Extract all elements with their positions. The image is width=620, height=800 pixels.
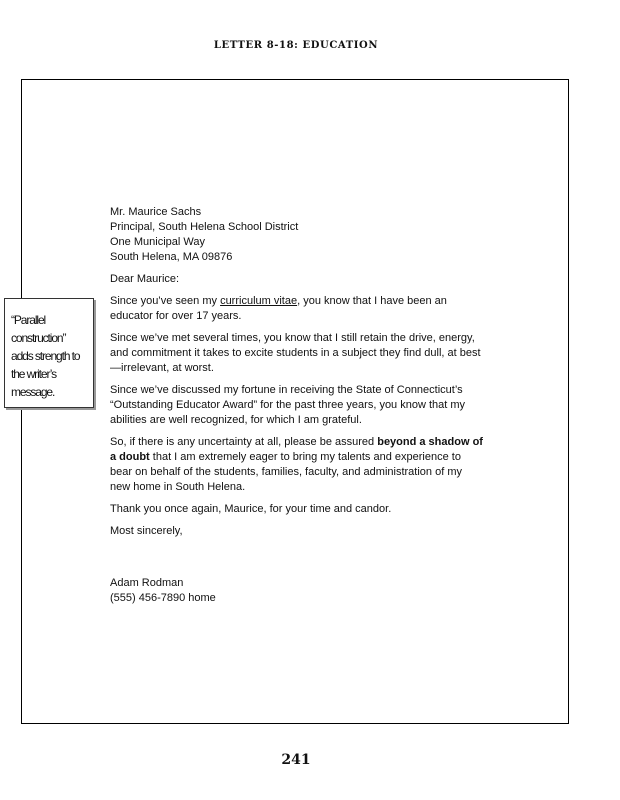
paragraph-1 [110, 294, 485, 324]
paragraph-2: Since we’ve met several times, you know that I still retain the drive, energy, and commitment it takes to excite students in a subject they find dull, at best—irrelevant, at worst. [110, 332, 481, 374]
page-header-title: LETTER 8-18: EDUCATION [213, 40, 379, 51]
paragraph-4-end: that I am extremely eager to bring my talents and experience to bear on behalf of the students, families, faculty, and administration of my new home in South Helena. [110, 451, 462, 493]
signature-block [110, 576, 485, 606]
recipient-city: South Helena, MA 09876 [110, 251, 233, 263]
letter-body [110, 205, 485, 613]
recipient-title: Principal, South Helena School District [110, 221, 299, 233]
paragraph-4-emphasis: beyond a shadow of a doubt [110, 436, 483, 463]
sidenote-callout [4, 298, 94, 408]
curriculum-vitae-underlined: curriculum vitae [220, 295, 298, 307]
recipient-name: Mr. Maurice Sachs [110, 206, 202, 218]
paragraph-4 [110, 435, 485, 495]
signature-space [110, 546, 485, 576]
recipient-street: One Municipal Way [110, 236, 205, 248]
paragraph-3: Since we’ve discussed my fortune in receiving the State of Connecticut’s “Outstanding Educator Award” for the past three years, you know that my abilities are well recognized, for which I am grateful. [110, 384, 466, 426]
paragraph-5: Thank you once again, Maurice, for your time and candor. [110, 503, 392, 515]
paragraph-1-start: Since you’ve seen my [110, 295, 221, 307]
paragraph-4-start: So, if there is any uncertainty at all, please be assured [110, 436, 378, 448]
signature-name: Adam Rodman [110, 577, 184, 589]
recipient-address [110, 205, 485, 265]
salutation: Dear Maurice: [110, 273, 180, 285]
sidenote-text: “Parallel construction” adds strength to the writer’s message. [11, 313, 80, 399]
signature-phone: (555) 456-7890 home [110, 592, 216, 604]
page-number: 241 [281, 752, 311, 768]
paragraph-1-end: , you know that I have been an educator for over 17 years. [110, 295, 447, 322]
closing: Most sincerely, [110, 525, 183, 537]
